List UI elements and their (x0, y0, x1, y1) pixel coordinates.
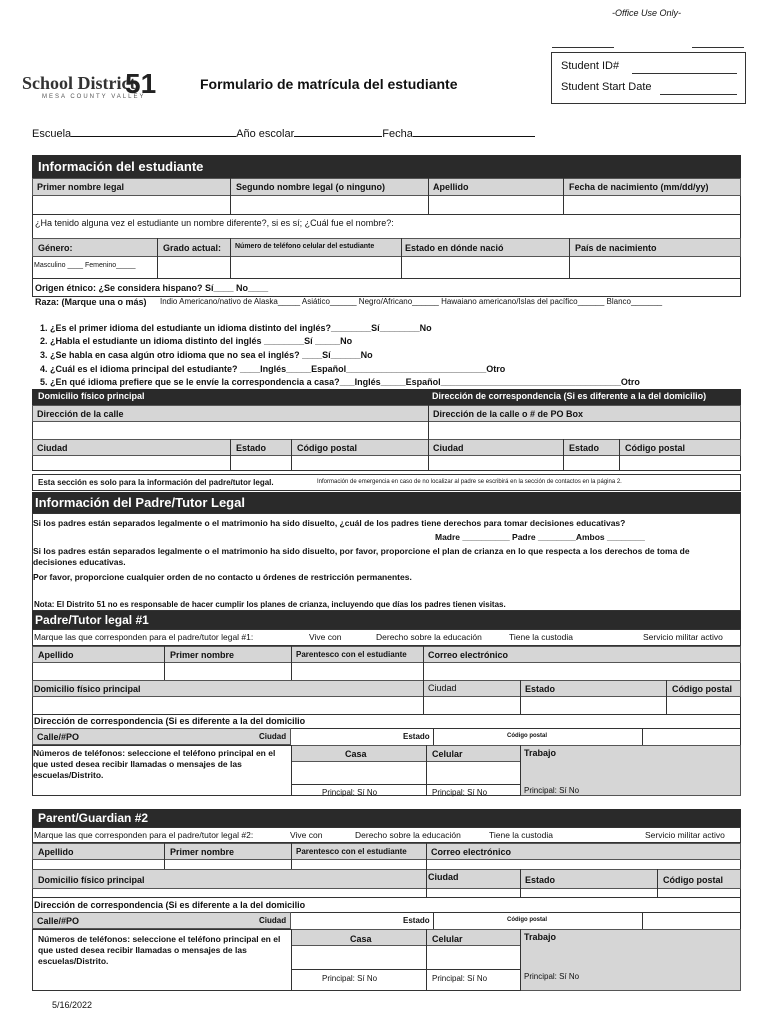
guardian2-check-label: Marque las que corresponden para el padre/tutor legal #2: (34, 830, 254, 840)
custody-question: Si los padres están separados legalmente o el matrimonio ha sido disuelto, ¿cuál de los padres tiene derechos para tomar decisiones educativas? (33, 518, 626, 528)
office-box (551, 52, 746, 104)
guardian1-check-label: Marque las que corresponden para el padre/tutor legal #1: (34, 632, 254, 642)
last-name-label: Apellido (433, 182, 469, 192)
school-label: Escuela (32, 128, 72, 140)
restraining-order: Por favor, proporcione cualquier orden de no contacto u órdenes de restricción permanentes. (33, 572, 412, 582)
dob-label: Fecha de nacimiento (mm/dd/yy) (569, 182, 709, 192)
parent-section-header: Información del Padre/Tutor Legal (32, 492, 741, 513)
first-name-label: Primer nombre legal (37, 182, 125, 192)
district-note: Nota: El Distrito 51 no es responsable de hacer cumplir los planes de crianza, incluyendo que días los padres tienen visitas. (34, 600, 506, 609)
footer-date: 5/16/2022 (52, 1000, 93, 1010)
cell-phone-label: Número de teléfono celular del estudiante (235, 243, 375, 250)
guardian2-email-label: Correo electrónico (431, 847, 512, 857)
guardian2-home-label: Casa (350, 934, 372, 944)
guardian1-cell-principal[interactable]: Principal: Sí No (432, 788, 488, 797)
physical-address-header: Domicilio físico principal (38, 391, 145, 401)
gender-options[interactable]: Masculino ____ Femenino_____ (34, 262, 136, 269)
start-date-label: Student Start Date (561, 81, 652, 93)
custody-options[interactable]: Madre __________ Padre ________Ambos ________ (435, 532, 645, 542)
guardian2-first-label: Primer nombre (170, 847, 235, 857)
logo-text: School District (22, 73, 136, 93)
guardian2-work-principal[interactable]: Principal: Sí No (524, 972, 580, 981)
mailing-address-header: Dirección de correspondencia (Si es diferente a la del domicilio) (432, 391, 707, 401)
guardian1-header: Padre/Tutor legal #1 (32, 611, 741, 629)
guardian1-cell-label: Celular (432, 749, 463, 759)
guardian1-custody[interactable]: Tiene la custodia (509, 632, 573, 642)
guardian1-home-principal[interactable]: Principal: Sí No (322, 788, 378, 797)
guardian2-lives-with[interactable]: Vive con (290, 830, 323, 840)
guardian1-lives-with[interactable]: Vive con (309, 632, 342, 642)
race-options[interactable]: Indio Americano/nativo de Alaska_____ Asiático______ Negro/Africano______ Hawaiano americano/Islas del pacífico______ Blanco_______ (160, 297, 663, 306)
guardian1-check-row (32, 629, 741, 646)
zip-label: Código postal (297, 443, 357, 453)
year-line[interactable] (294, 126, 382, 137)
middle-name-label: Segundo nombre legal (o ninguno) (236, 182, 385, 192)
guardian2-state2-label: Estado (403, 916, 430, 925)
date-line[interactable] (413, 126, 535, 137)
guardian2-street-label: Calle/#PO (37, 916, 80, 926)
gender-label: Género: (38, 243, 73, 253)
district-logo (22, 70, 157, 104)
guardian1-mailing-label: Dirección de correspondencia (Si es diferente a la del domicilio (34, 716, 306, 726)
language-q1[interactable]: 1. ¿Es el primer idioma del estudiante un idioma distinto del inglés?________Sí________No (40, 323, 432, 333)
guardian1-city2-label: Ciudad (259, 732, 287, 741)
guardian1-state-label: Estado (525, 684, 556, 694)
guardian1-work-label: Trabajo (524, 748, 557, 758)
student-section-header: Información del estudiante (32, 155, 741, 178)
state-label: Estado (236, 443, 267, 453)
guardian1-last-label: Apellido (38, 650, 74, 660)
guardian1-email-label: Correo electrónico (428, 650, 509, 660)
guardian2-zip-label: Código postal (663, 875, 723, 885)
mail-street-label: Dirección de la calle o # de PO Box (433, 409, 584, 419)
guardian2-physical-label: Domicilio físico principal (38, 875, 145, 885)
city-label: Ciudad (37, 443, 68, 453)
student-id-label: Student ID# (561, 60, 620, 72)
guardian1-state2-label: Estado (403, 732, 430, 741)
parenting-plan: Si los padres están separados legalmente o el matrimonio ha sido disuelto, por favor, proporcione el plan de crianza en lo que respecta a los derechos de toma de decisiones educativas. (33, 546, 690, 567)
guardian1-education-rights[interactable]: Derecho sobre la educación (376, 632, 482, 642)
guardian1-military[interactable]: Servicio militar activo (643, 632, 723, 642)
legal-note-rest: Información de emergencia en caso de no localizar al padre se escribirá en la sección de contactos en la página 2. (317, 479, 622, 485)
guardian2-education-rights[interactable]: Derecho sobre la educación (355, 830, 461, 840)
language-q4[interactable]: 4. ¿Cuál es el idioma principal del estudiante? ____Inglés_____Español____________________________Otro (40, 364, 506, 374)
legal-note-bold: Esta sección es solo para la información del padre/tutor legal. (38, 478, 274, 487)
birth-country-label: País de nacimiento (575, 243, 657, 253)
guardian2-phones-label: Números de teléfonos: seleccione el teléfono principal en el que usted desea recibir llamadas o mensajes de las escuelas/Distrito. (38, 934, 281, 966)
legal-note (32, 474, 741, 491)
school-line[interactable] (71, 126, 236, 137)
guardian2-header: Parent/Guardian #2 (32, 809, 741, 827)
grade-label: Grado actual: (163, 243, 222, 253)
language-q5[interactable]: 5. ¿En qué idioma prefiere que se le envíe la correspondencia a casa?___Inglés_____Español____________________________________Otro (40, 377, 640, 387)
guardian1-relation-label: Parentesco con el estudiante (296, 650, 407, 659)
guardian1-street-label: Calle/#PO (37, 732, 80, 742)
guardian2-zip2-label: Código postal (507, 917, 547, 923)
guardian1-zip2-label: Código postal (507, 733, 547, 739)
top-fields (32, 126, 535, 140)
hispanic-question[interactable]: Origen étnico: ¿Se considera hispano? Sí____ No____ (35, 283, 269, 293)
other-name-label: ¿Ha tenido alguna vez el estudiante un nombre diferente?, si es sí; ¿Cuál fue el nombre?: (35, 218, 394, 228)
guardian2-last-label: Apellido (38, 847, 74, 857)
guardian1-city-label: Ciudad (428, 683, 457, 693)
address-header-bar (32, 389, 741, 405)
race-label: Raza: (Marque una o más) (35, 297, 147, 307)
birth-state-label: Estado en dónde nació (405, 243, 504, 253)
guardian2-home-principal[interactable]: Principal: Sí No (322, 974, 378, 983)
form-title: Formulario de matrícula del estudiante (200, 76, 458, 92)
guardian1-zip-label: Código postal (672, 684, 732, 694)
logo-number: 51 (125, 68, 157, 99)
guardian2-work-label: Trabajo (524, 932, 557, 942)
guardian1-phones-label: Números de teléfonos: seleccione el teléfono principal en el que usted desea recibir llamadas o mensajes de las escuelas/Distrito. (33, 748, 276, 780)
street-label: Dirección de la calle (37, 409, 124, 419)
guardian1-first-label: Primer nombre (170, 650, 235, 660)
guardian2-city2-label: Ciudad (259, 916, 287, 925)
guardian2-cell-principal[interactable]: Principal: Sí No (432, 974, 488, 983)
guardian2-custody[interactable]: Tiene la custodia (489, 830, 553, 840)
guardian1-physical-label: Domicilio físico principal (34, 684, 141, 694)
mail-city-label: Ciudad (433, 443, 464, 453)
guardian2-cell-label: Celular (432, 934, 463, 944)
language-q3[interactable]: 3. ¿Se habla en casa algún otro idioma que no sea el inglés? ____Sí______No (40, 350, 373, 360)
guardian1-work-principal[interactable]: Principal: Sí No (524, 786, 580, 795)
guardian2-military[interactable]: Servicio militar activo (645, 830, 725, 840)
year-label: Año escolar (236, 128, 295, 140)
logo-tagline: MESA COUNTY VALLEY (42, 94, 146, 100)
guardian2-relation-label: Parentesco con el estudiante (296, 847, 407, 856)
guardian1-home-label: Casa (345, 749, 367, 759)
office-use-label: -Office Use Only- (612, 8, 682, 18)
language-q2[interactable]: 2. ¿Habla el estudiante un idioma distinto del inglés ________Sí _____No (40, 336, 353, 346)
guardian2-state-label: Estado (525, 875, 556, 885)
date-label: Fecha (382, 128, 413, 140)
guardian2-mailing-label: Dirección de correspondencia (Si es diferente a la del domicilio (34, 900, 306, 910)
guardian2-city-label: Ciudad (428, 872, 459, 882)
mail-zip-label: Código postal (625, 443, 685, 453)
guardian2-check-row (32, 827, 741, 843)
mail-state-label: Estado (569, 443, 600, 453)
